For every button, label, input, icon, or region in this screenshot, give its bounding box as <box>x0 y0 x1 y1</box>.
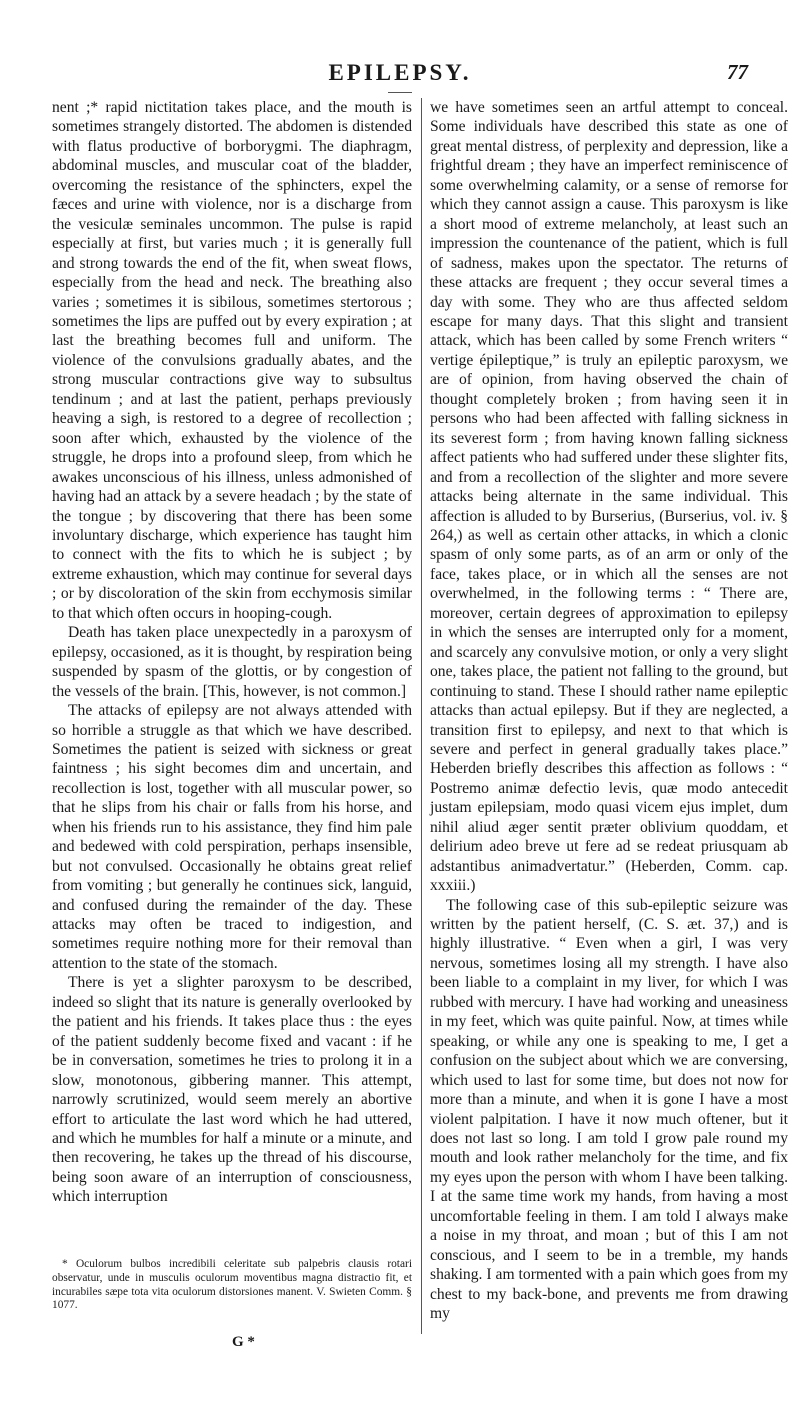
column-divider <box>421 98 422 1334</box>
page-number: 77 <box>727 60 748 84</box>
signature-mark: G * <box>232 1334 255 1350</box>
left-column <box>52 98 412 1207</box>
footnote <box>52 1258 412 1313</box>
right-column <box>430 98 788 1324</box>
footnote-text: * Oculorum bulbos incredibili celeritate sub palpebris clausis rotari observatur, unde in musculis oculorum moventibus magna distractio fit, et incurabiles sæpe tota vita oculorum distorsiones manent. V. Swieten Comm. § 1077. <box>52 1258 412 1312</box>
left-paragraph-2: Death has taken place unexpectedly in a paroxysm of epilepsy, occasioned, as it is thought, by respiration being suspended by spasm of the glottis, or by congestion of the vessels of the brain. [This, however, is not common.] <box>52 624 412 700</box>
left-paragraph-1: nent ;* rapid nictitation takes place, and the mouth is sometimes strangely distorted. The abdomen is distended with flatus productive of borborygmi. The diaphragm, abdominal muscles, and muscular coat of the bladder, overcoming the resistance of the sphincters, expel the fæces and urine with violence, nor is a discharge from the vesiculæ seminales uncommon. The pulse is rapid especially at first, but varies much ; it is generally full and strong towards the end of the fit, when sweat flows, especially from the head and neck. The breathing also varies ; sometimes it is sibilous, sometimes stertorous ; sometimes the lips are puffed out by every expiration ; at last the breathing becomes full and uniform. The violence of the convulsions gradually abates, and the strong muscular contractions give way to subsultus tendinum ; and at last the patient, perhaps previously heaving a sigh, is restored to a degree of recollection ; soon after which, exhausted by the violence of the struggle, he drops into a profound sleep, from which he awakes unconscious of his illness, unless admonished of having had an attack by a severe headach ; by the state of the tongue ; by discovering that there has been some involuntary discharge, which experience has taught him to connect with the fits to which he is subject ; by extreme exhaustion, which may continue for several days ; or by discoloration of the skin from ecchymosis similar to that which often occurs in hooping-cough. <box>52 99 412 622</box>
running-title: EPILEPSY. <box>328 60 472 85</box>
left-paragraph-4: There is yet a slighter paroxysm to be described, indeed so slight that its nature is generally overlooked by the patient and his friends. It takes place thus : the eyes of the patient suddenly become fixed and vacant : if he be in conversation, sometimes he tries to prolong it in a slow, monotonous, gibbering manner. This attempt, narrowly scrutinized, would seem merely an abortive effort to articulate the last word which he had uttered, and which he mumbles for half a minute or a minute, and then recovering, he takes up the thread of his discourse, being soon aware of an interruption of consciousness, which interruption <box>52 974 412 1206</box>
left-paragraph-3: The attacks of epilepsy are not always attended with so horrible a struggle as that which we have described. Sometimes the patient is seized with sickness or great faintness ; his sight becomes dim and uncertain, and recollection is lost, together with all muscular power, so that he slips from his chair or falls from his horse, and when his friends run to his assistance, they find him pale and bedewed with cold perspiration, perhaps insensible, but not convulsed. Occasionally he obtains great relief from vomiting ; but generally he continues sick, languid, and confused during the remainder of the day. These attacks may often be traced to indigestion, and sometimes require nothing more for their removal than attention to the state of the stomach. <box>52 702 412 972</box>
right-paragraph-2: The following case of this sub-epileptic seizure was written by the patient herself, (C. S. æt. 37,) and is highly illustrative. “ Even when a girl, I was very nervous, sometimes losing all my strength. I have also been liable to a complaint in my liver, for which I was rubbed with mercury. I have had working and uneasiness in my feet, which was quite painful. Now, at times while speaking, or while any one is speaking to me, I get a confusion on the subject about which we are conversing, which used to last for some time, but does not now for more than a minute, and when it is gone I have a most violent palpitation. I have it now much oftener, but it does not last so long. I am told I grow pale round my mouth and look rather melancholy for the time, and fix my eyes upon the person with whom I have been talking. I at the same time work my hands, from having a most uncomfortable feeling in them. I am told I always make a noise in my throat, and moan ; but of this I am not conscious, and I seem to be in a tremble, my hands shaking. I am tormented with a pain which goes from my chest to my back-bone, and prevents me from drawing my <box>430 896 788 1323</box>
running-head <box>0 60 800 100</box>
right-paragraph-1: we have sometimes seen an artful attempt to conceal. Some individuals have described this state as one of great mental distress, of perplexity and depression, like a frightful dream ; they have an imperfect reminiscence of some overwhelming calamity, or a sense of remorse for which they cannot assign a cause. This paroxysm is like a short mood of extreme melancholy, at least such an impression the countenance of the patient, which is full of sadness, makes upon the spectator. The returns of these attacks are frequent ; they occur several times a day with some. They who are thus affected seldom escape for many days. That this slight and transient attack, which has been called by some French writers “ vertige épileptique,” is truly an epileptic paroxysm, we are of opinion, from having observed the chain of thought completely broken ; from having seen it in persons who had been affected with falling sickness in its severest form ; from having known falling sickness affect patients who had suffered under these slighter fits, and from a recollection of the slighter and more severe attacks being alternate in the same individual. This affection is alluded to by Burserius, (Burserius, vol. iv. § 264,) as well as certain other attacks, in which a clonic spasm of only some parts, as of an arm or only of the face, takes place, or in which all the senses are not overwhelmed, in the following terms : “ There are, moreover, certain degrees of approximation to epilepsy in which the senses are interrupted only for a moment, and scarcely any convulsive motion, or only a very slight one, takes place, the patient not falling to the ground, but continuing to stand. These I should rather name epileptic attacks than actual epilepsy. But if they are neglected, a transition first to epilepsy, and next to that which is severe and perfect in general gradually takes place.” Heberden briefly describes this affection as follows : “ Postremo animæ defectio levis, quæ modo antecedit justam epilepsiam, modo quasi vicem ejus implet, dum nihil aliud æger sentit præter oblivium quoddam, et delirium adeo breve ut fere ad se redeat priusquam ab adstantibus animadvertatur.” (Heberden, Comm. cap. xxxiii.) <box>430 99 788 895</box>
header-ornament-rule <box>388 92 412 94</box>
